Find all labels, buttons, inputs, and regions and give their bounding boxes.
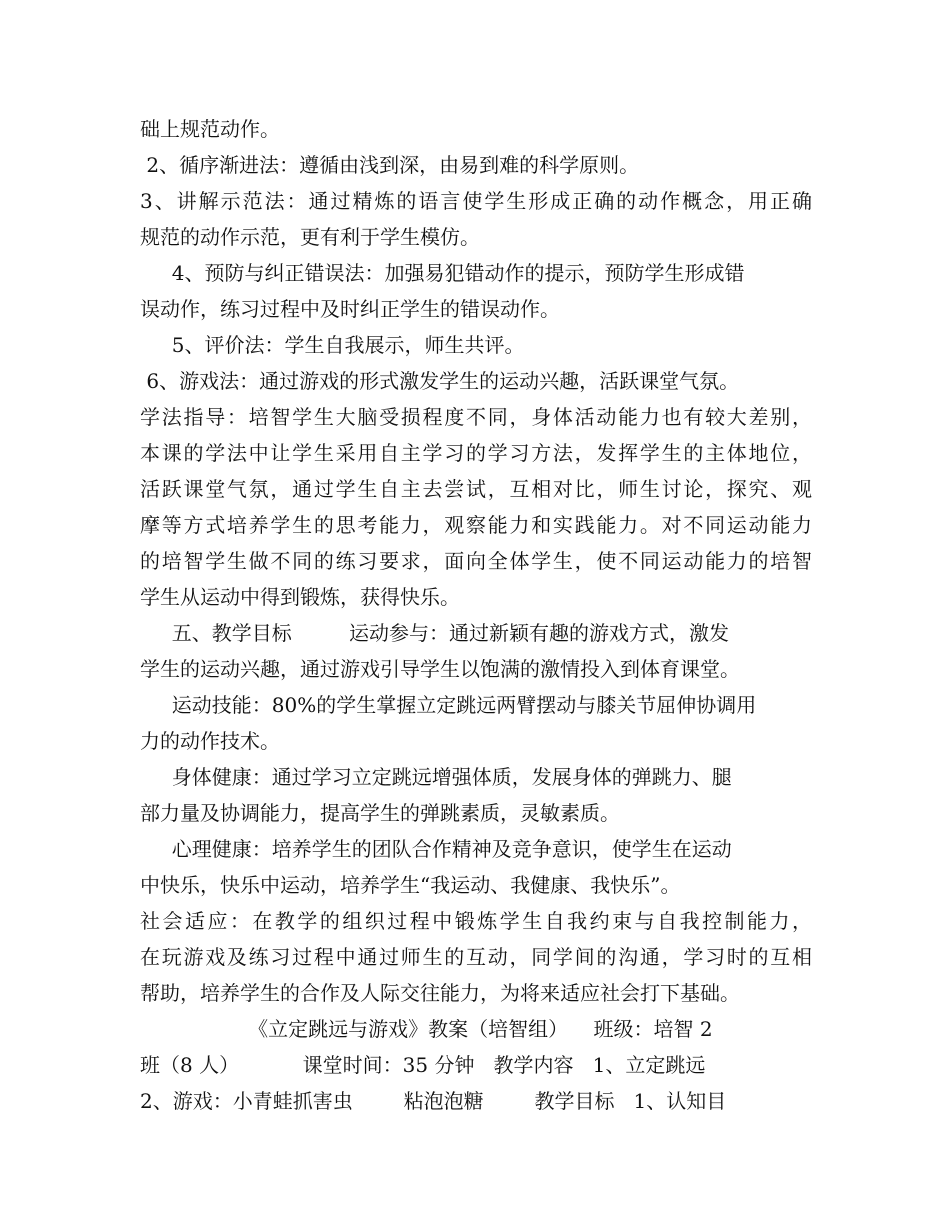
text-line: 帮助，培养学生的合作及人际交往能力，为将来适应社会打下基础。 bbox=[140, 981, 740, 1005]
text-line: 2、循序渐进法：遵循由浅到深，由易到难的科学原则。 bbox=[140, 153, 640, 177]
text-line: 3、讲解示范法：通过精炼的语言使学生形成正确的动作概念，用正确 bbox=[140, 189, 812, 213]
text-line: 误动作，练习过程中及时纠正学生的错误动作。 bbox=[140, 297, 560, 321]
text-line: 《立定跳远与游戏》教案（培智组） 班级：培智 2 bbox=[140, 1017, 713, 1041]
text-line: 学生从运动中得到锻炼，获得快乐。 bbox=[140, 585, 460, 609]
text-line: 在玩游戏及练习过程中通过师生的互动，同学间的沟通，学习时的互相 bbox=[140, 945, 812, 969]
text-line: 摩等方式培养学生的思考能力，观察能力和实践能力。对不同运动能力 bbox=[140, 513, 812, 537]
text-line: 的培智学生做不同的练习要求，面向全体学生，使不同运动能力的培智 bbox=[140, 549, 812, 573]
text-line: 本课的学法中让学生采用自主学习的学习方法，发挥学生的主体地位， bbox=[140, 441, 812, 465]
text-line: 心理健康：培养学生的团队合作精神及竞争意识，使学生在运动 bbox=[140, 837, 732, 861]
text-line: 社会适应：在教学的组织过程中锻炼学生自我约束与自我控制能力， bbox=[140, 909, 812, 933]
text-line: 部力量及协调能力，提高学生的弹跳素质，灵敏素质。 bbox=[140, 801, 620, 825]
text-line: 学生的运动兴趣，通过游戏引导学生以饱满的激情投入到体育课堂。 bbox=[140, 657, 740, 681]
text-line: 中快乐，快乐中运动，培养学生“我运动、我健康、我快乐”。 bbox=[140, 873, 681, 897]
text-line: 学法指导：培智学生大脑受损程度不同，身体活动能力也有较大差别， bbox=[140, 405, 812, 429]
text-line: 活跃课堂气氛，通过学生自主去尝试，互相对比，师生讨论，探究、观 bbox=[140, 477, 812, 501]
text-line: 力的动作技术。 bbox=[140, 729, 280, 753]
text-line: 身体健康：通过学习立定跳远增强体质，发展身体的弹跳力、腿 bbox=[140, 765, 732, 789]
text-line: 运动技能：80%的学生掌握立定跳远两臂摆动与膝关节屈伸协调用 bbox=[140, 693, 757, 717]
text-line: 五、教学目标 运动参与：通过新颖有趣的游戏方式，激发 bbox=[140, 621, 730, 645]
text-line: 础上规范动作。 bbox=[140, 117, 280, 141]
text-line: 5、评价法：学生自我展示，师生共评。 bbox=[140, 333, 525, 357]
text-line: 2、游戏：小青蛙抓害虫 粘泡泡糖 教学目标 1、认知目 bbox=[140, 1089, 727, 1113]
text-line: 班（8 人） 课堂时间：35 分钟 教学内容 1、立定跳远 bbox=[140, 1053, 706, 1077]
text-line: 6、游戏法：通过游戏的形式激发学生的运动兴趣，活跃课堂气氛。 bbox=[140, 369, 740, 393]
text-line: 4、预防与纠正错误法：加强易犯错动作的提示，预防学生形成错 bbox=[140, 261, 745, 285]
text-line: 规范的动作示范，更有利于学生模仿。 bbox=[140, 225, 480, 249]
